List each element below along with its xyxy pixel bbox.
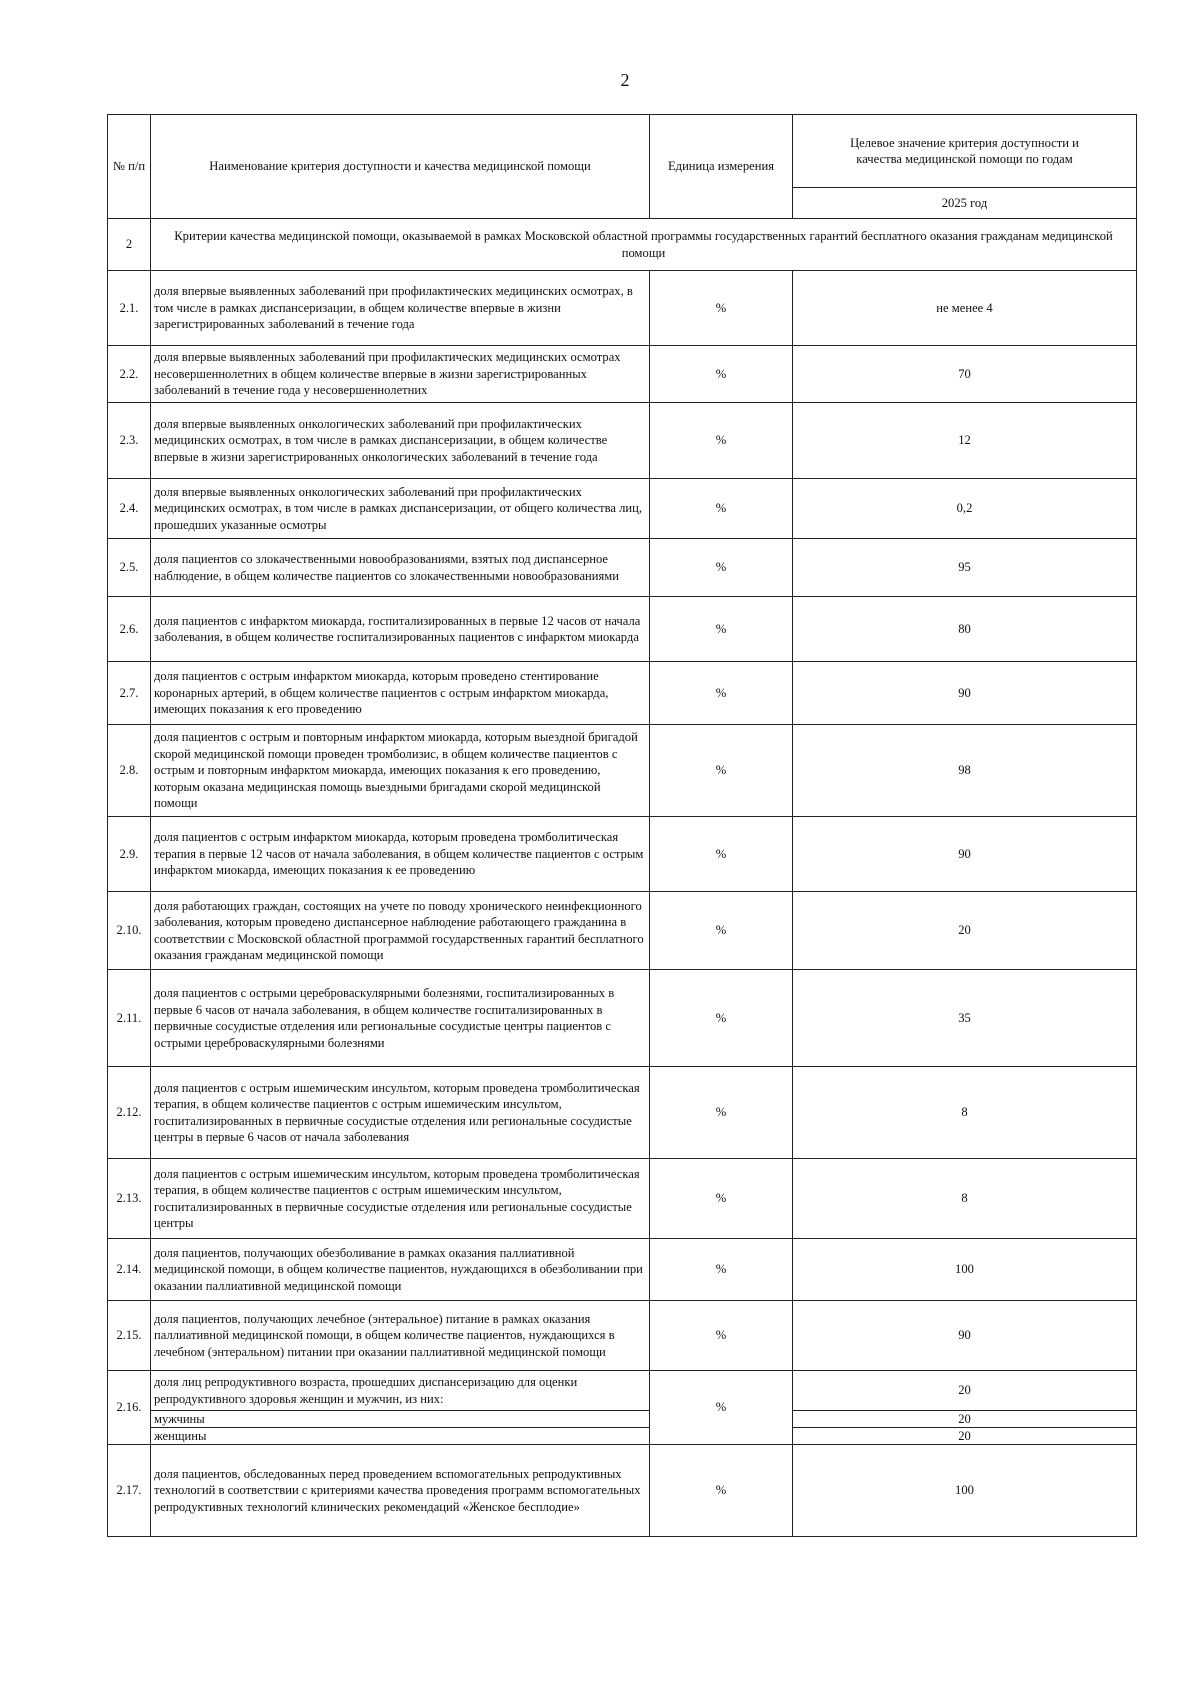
table-subrow	[108, 1428, 1137, 1445]
header-target-text: Целевое значение критерия доступности и качества медицинской помощи по годам	[850, 135, 1079, 166]
table-row	[108, 892, 1137, 970]
row-num: 2.9.	[108, 817, 151, 892]
row-criterion: доля пациентов с острыми цереброваскулярными болезнями, госпитализированных в первые 6 часов от начала заболевания, в общем количестве госпитализированных в первичные сосудистые отделения или региональные сосудистые центры пациентов с острыми цереброваскулярными болезнями	[151, 970, 650, 1067]
row-unit: %	[650, 1445, 793, 1537]
table-row	[108, 1239, 1137, 1301]
row-num: 2.6.	[108, 597, 151, 662]
row-num: 2.3.	[108, 403, 151, 479]
row-value: 70	[793, 346, 1137, 403]
row-criterion: доля пациентов с острым и повторным инфарктом миокарда, которым выездной бригадой скорой медицинской помощи проведен тромболизис, в общем количестве пациентов с острым и повторным инфарктом миокарда, имеющих показания к его проведению, которым оказана медицинская помощь выездными бригадами скорой медицинской помощи	[151, 725, 650, 817]
row-criterion: доля впервые выявленных онкологических заболеваний при профилактических медицинских осмотрах, в том числе в рамках диспансеризации, от общего количества лиц, прошедших указанные осмотры	[151, 479, 650, 539]
header-year: 2025 год	[793, 188, 1137, 219]
header-name: Наименование критерия доступности и качества медицинской помощи	[151, 115, 650, 219]
row-criterion: доля пациентов, обследованных перед проведением вспомогательных репродуктивных технологий в соответствии с критериями качества проведения программ вспомогательных репродуктивных технологий клинических рекомендаций «Женское бесплодие»	[151, 1445, 650, 1537]
row-value: 12	[793, 403, 1137, 479]
row-value: 8	[793, 1159, 1137, 1239]
subrow-label: женщины	[151, 1428, 650, 1445]
row-criterion: доля впервые выявленных заболеваний при профилактических медицинских осмотрах, в том числе в рамках диспансеризации, в общем количестве впервые в жизни зарегистрированных заболеваний в течение года	[151, 271, 650, 346]
row-criterion: доля пациентов с острым ишемическим инсультом, которым проведена тромболитическая терапия, в общем количестве пациентов с острым ишемическим инсультом, госпитализированных в первичные сосудистые отделения или региональные сосудистые центры	[151, 1159, 650, 1239]
row-value: 100	[793, 1445, 1137, 1537]
row-num: 2.10.	[108, 892, 151, 970]
row-unit: %	[650, 817, 793, 892]
table-row	[108, 725, 1137, 817]
table-row	[108, 403, 1137, 479]
row-value: 95	[793, 539, 1137, 597]
table-row	[108, 539, 1137, 597]
row-unit: %	[650, 346, 793, 403]
row-value: не менее 4	[793, 271, 1137, 346]
row-num: 2.1.	[108, 271, 151, 346]
row-num: 2.8.	[108, 725, 151, 817]
row-criterion: доля работающих граждан, состоящих на учете по поводу хронического неинфекционного заболевания, которым проведено диспансерное наблюдение работающего гражданина в соответствии с Московской областной программой государственных гарантий бесплатного оказания гражданам медицинской помощи	[151, 892, 650, 970]
row-criterion: доля пациентов с острым инфарктом миокарда, которым проведена тромболитическая терапия в первые 12 часов от начала заболевания, в общем количестве пациентов с острым инфарктом миокарда, имеющих показания к ее проведению	[151, 817, 650, 892]
row-criterion: доля пациентов, получающих лечебное (энтеральное) питание в рамках оказания паллиативной медицинской помощи, в общем количестве пациентов, нуждающихся в лечебном (энтеральном) питании при оказании паллиативной медицинской помощи	[151, 1301, 650, 1371]
table-row	[108, 1371, 1137, 1411]
row-value: 100	[793, 1239, 1137, 1301]
row-value: 98	[793, 725, 1137, 817]
row-num: 2.12.	[108, 1067, 151, 1159]
row-unit: %	[650, 271, 793, 346]
row-value: 8	[793, 1067, 1137, 1159]
row-unit: %	[650, 1239, 793, 1301]
section-row	[108, 219, 1137, 271]
row-value: 35	[793, 970, 1137, 1067]
table-subrow	[108, 1411, 1137, 1428]
page-number: 2	[620, 70, 630, 90]
header-target	[793, 115, 1137, 188]
row-num: 2.11.	[108, 970, 151, 1067]
table-row	[108, 817, 1137, 892]
row-criterion: доля пациентов, получающих обезболивание в рамках оказания паллиативной медицинской помощи, в общем количестве пациентов, нуждающихся в обезболивании при оказании паллиативной медицинской помощи	[151, 1239, 650, 1301]
row-num: 2.16.	[108, 1371, 151, 1445]
header-row	[108, 115, 1137, 188]
row-num: 2.15.	[108, 1301, 151, 1371]
row-criterion: доля пациентов со злокачественными новообразованиями, взятых под диспансерное наблюдение, в общем количестве пациентов со злокачественными новообразованиями	[151, 539, 650, 597]
row-unit: %	[650, 539, 793, 597]
row-unit: %	[650, 1301, 793, 1371]
row-unit: %	[650, 1371, 793, 1445]
row-unit: %	[650, 479, 793, 539]
row-num: 2.17.	[108, 1445, 151, 1537]
subrow-value: 20	[793, 1428, 1137, 1445]
row-num: 2.14.	[108, 1239, 151, 1301]
row-value: 20	[793, 892, 1137, 970]
row-unit: %	[650, 403, 793, 479]
row-num: 2.2.	[108, 346, 151, 403]
table-row	[108, 970, 1137, 1067]
row-num: 2.4.	[108, 479, 151, 539]
subrow-value: 20	[793, 1411, 1137, 1428]
table-row	[108, 479, 1137, 539]
row-criterion: доля пациентов с острым инфарктом миокарда, которым проведено стентирование коронарных артерий, в общем количестве пациентов с острым инфарктом миокарда, имеющих показания к его проведению	[151, 662, 650, 725]
row-criterion: доля пациентов с инфарктом миокарда, госпитализированных в первые 12 часов от начала заболевания, в общем количестве госпитализированных пациентов с инфарктом миокарда	[151, 597, 650, 662]
header-unit: Единица измерения	[650, 115, 793, 219]
section-num: 2	[108, 219, 151, 271]
row-unit: %	[650, 1067, 793, 1159]
quality-criteria-table	[107, 114, 1137, 1537]
row-value: 80	[793, 597, 1137, 662]
row-unit: %	[650, 892, 793, 970]
section-title: Критерии качества медицинской помощи, оказываемой в рамках Московской областной программы государственных гарантий бесплатного оказания гражданам медицинской помощи	[151, 219, 1137, 271]
row-num: 2.5.	[108, 539, 151, 597]
row-value: 20	[793, 1371, 1137, 1411]
row-value: 90	[793, 1301, 1137, 1371]
header-num: № п/п	[108, 115, 151, 219]
table-row	[108, 271, 1137, 346]
table-row	[108, 1067, 1137, 1159]
row-unit: %	[650, 970, 793, 1067]
row-criterion: доля впервые выявленных заболеваний при профилактических медицинских осмотрах несовершеннолетних в общем количестве впервые в жизни зарегистрированных заболеваний в течение года у несовершеннолетних	[151, 346, 650, 403]
row-num: 2.13.	[108, 1159, 151, 1239]
row-criterion: доля впервые выявленных онкологических заболеваний при профилактических медицинских осмотрах, в том числе в рамках диспансеризации, в общем количестве впервые в жизни зарегистрированных онкологических заболеваний в течение года	[151, 403, 650, 479]
table-row	[108, 346, 1137, 403]
row-criterion: доля лиц репродуктивного возраста, прошедших диспансеризацию для оценки репродуктивного здоровья женщин и мужчин, из них:	[151, 1371, 650, 1411]
table-row	[108, 1159, 1137, 1239]
row-unit: %	[650, 662, 793, 725]
subrow-label: мужчины	[151, 1411, 650, 1428]
row-unit: %	[650, 1159, 793, 1239]
table-row	[108, 1445, 1137, 1537]
row-unit: %	[650, 597, 793, 662]
row-value: 90	[793, 817, 1137, 892]
row-num: 2.7.	[108, 662, 151, 725]
row-unit: %	[650, 725, 793, 817]
table-row	[108, 1301, 1137, 1371]
row-criterion: доля пациентов с острым ишемическим инсультом, которым проведена тромболитическая терапия, в общем количестве пациентов с острым ишемическим инсультом, госпитализированных в первичные сосудистые отделения или региональные сосудистые центры в первые 6 часов от начала заболевания	[151, 1067, 650, 1159]
table-row	[108, 597, 1137, 662]
row-value: 90	[793, 662, 1137, 725]
row-value: 0,2	[793, 479, 1137, 539]
table-row	[108, 662, 1137, 725]
